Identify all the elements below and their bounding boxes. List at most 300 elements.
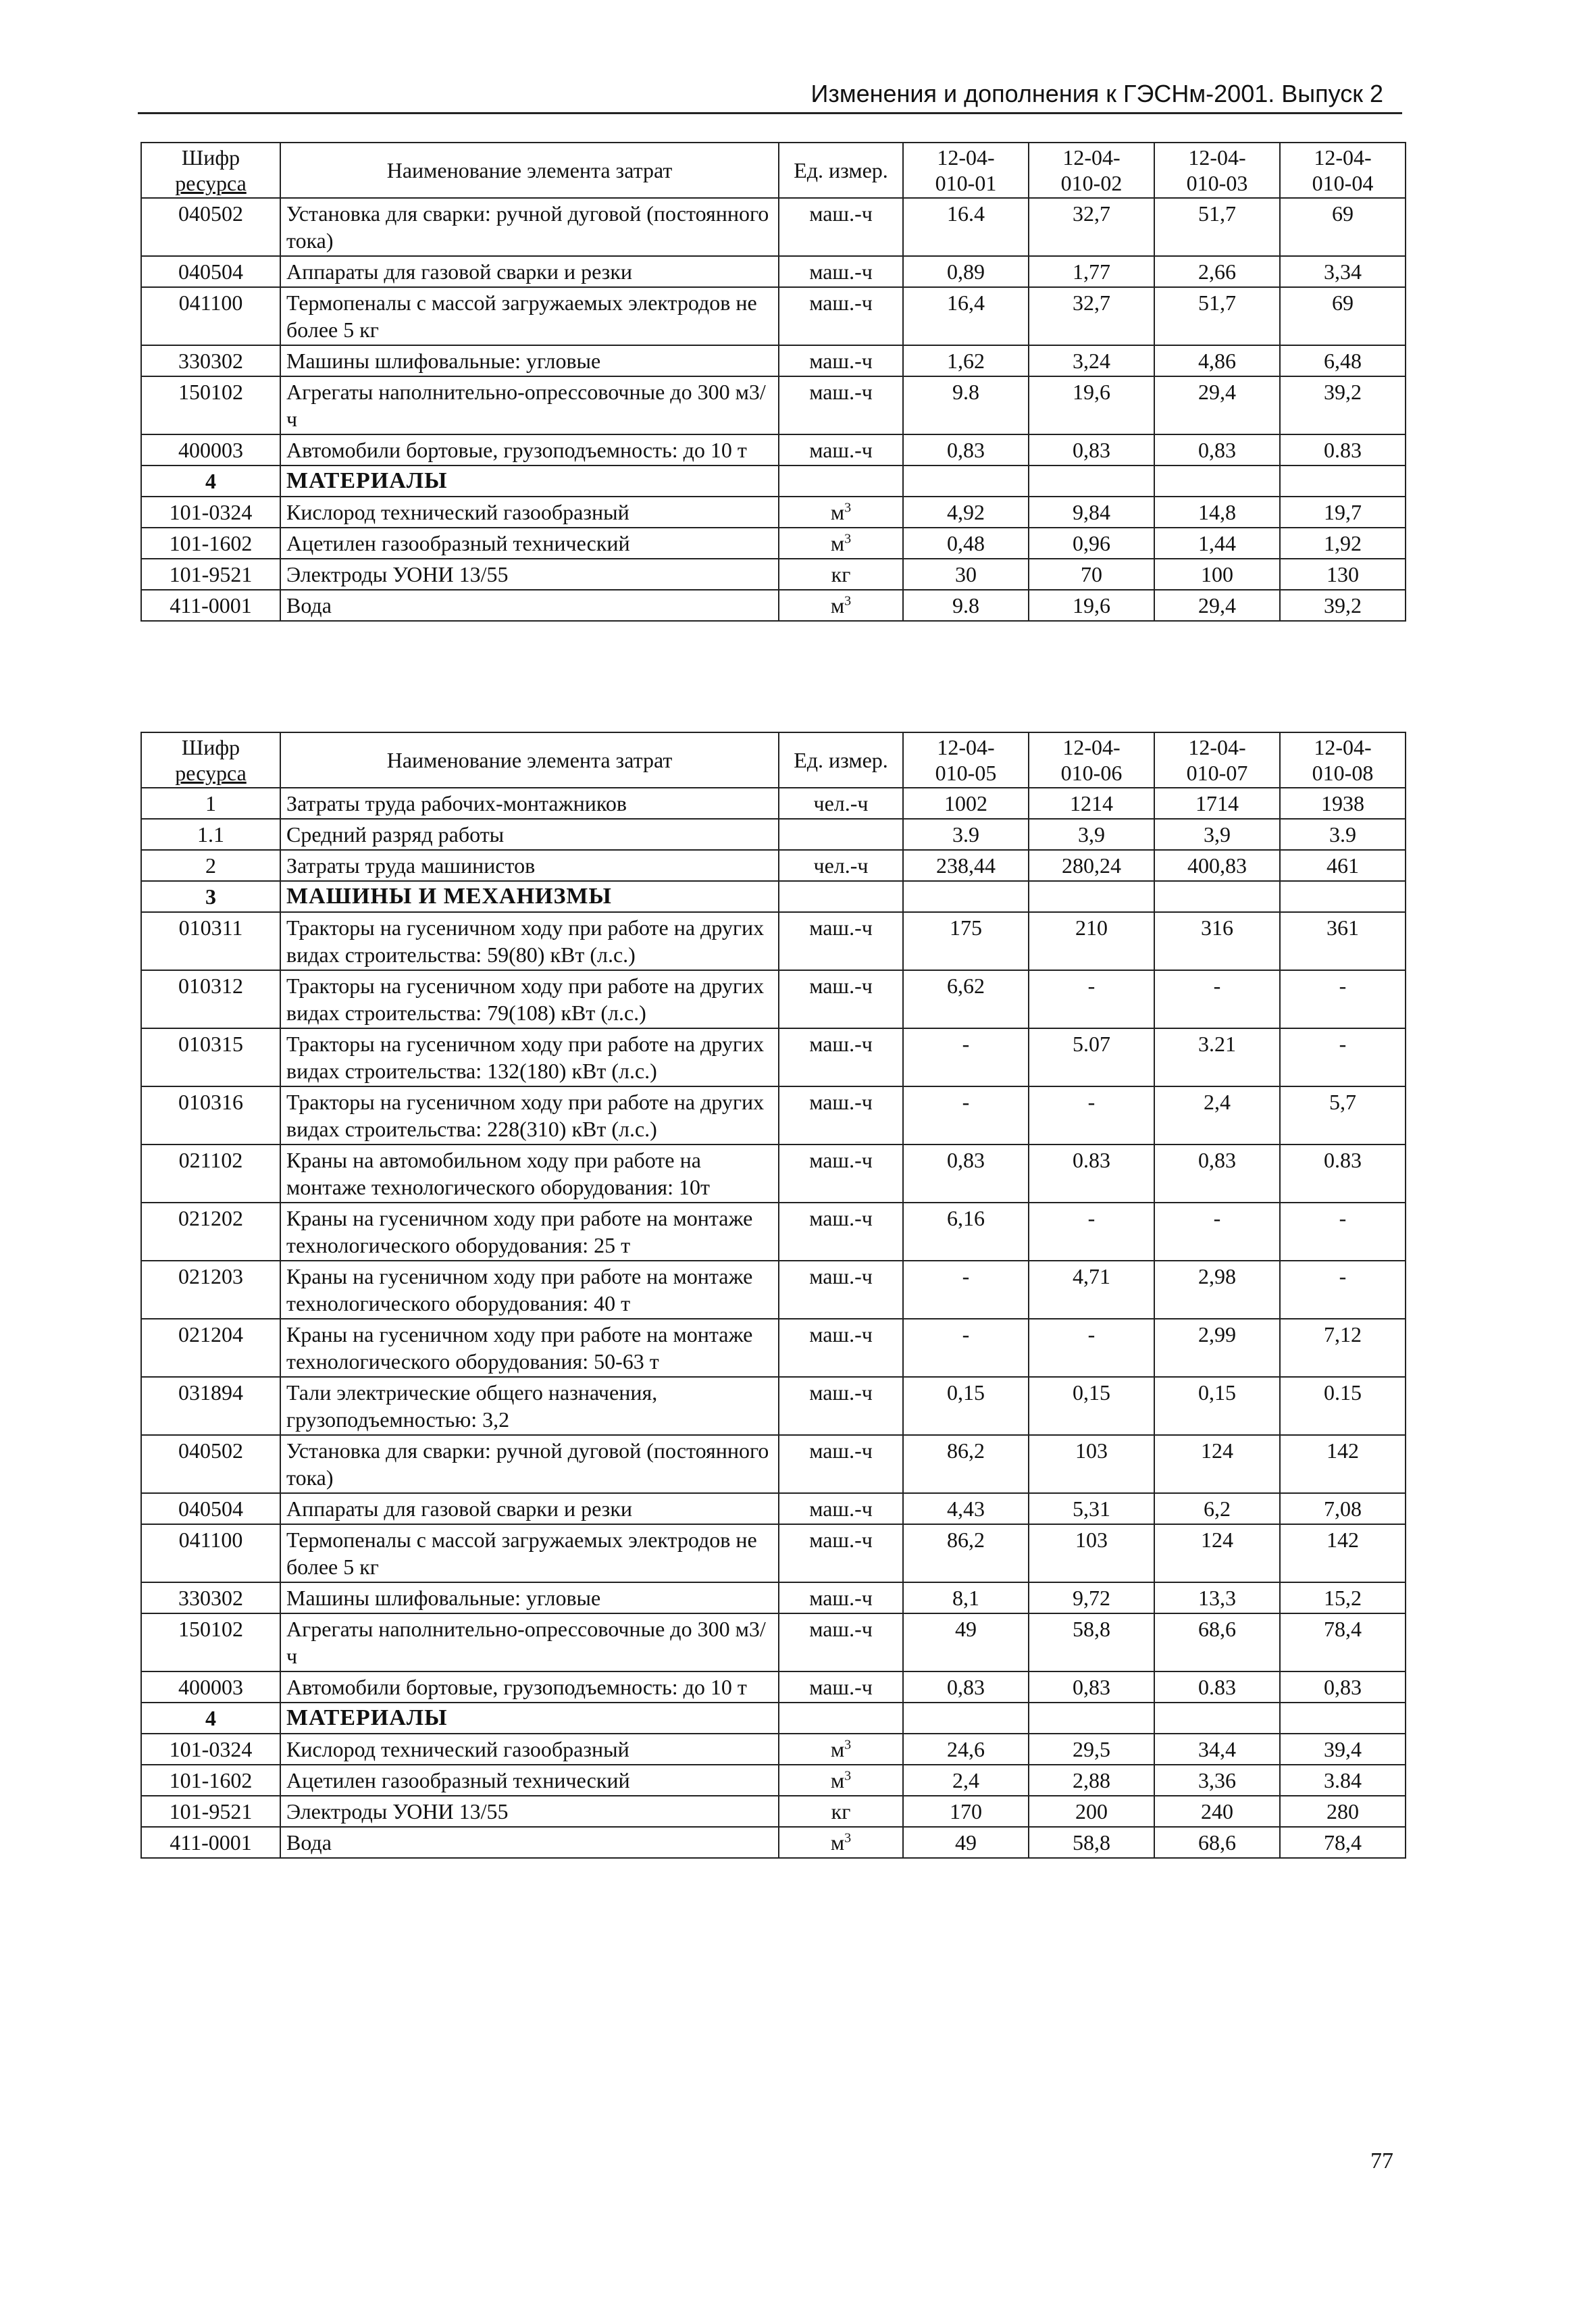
value-cell: 2,99	[1154, 1319, 1280, 1377]
resource-code: 150102	[141, 1613, 280, 1671]
value-cell: 0,83	[903, 434, 1029, 466]
value-cell: 32,7	[1029, 287, 1154, 345]
value-cell: 49	[903, 1613, 1029, 1671]
value-cell: 0.83	[1154, 1671, 1280, 1703]
value-cell: -	[903, 1261, 1029, 1319]
value-cell	[1029, 466, 1154, 497]
cost-element-name: Тракторы на гусеничном ходу при работе на других видах строительства: 79(108) кВт (л.с.)	[280, 970, 779, 1028]
resource-code: 021203	[141, 1261, 280, 1319]
value-cell: 34,4	[1154, 1734, 1280, 1765]
cost-element-name: МАШИНЫ И МЕХАНИЗМЫ	[280, 881, 779, 912]
value-cell: 3,34	[1280, 256, 1406, 287]
unit: м	[830, 500, 845, 524]
unit-cell	[779, 850, 903, 881]
resource-code: 021102	[141, 1145, 280, 1203]
value-cell: 24,6	[903, 1734, 1029, 1765]
page-number: 77	[1370, 2148, 1393, 2173]
value-cell: -	[903, 1319, 1029, 1377]
cost-element-name: Агрегаты наполнительно-опрессовочные до 300 м3/ч	[280, 376, 779, 434]
resource-code: 101-0324	[141, 497, 280, 528]
table-row	[141, 1582, 1406, 1613]
cost-element-name: Краны на гусеничном ходу при работе на монтаже технологического оборудования: 25 т	[280, 1203, 779, 1261]
value-cell: 1,92	[1280, 528, 1406, 559]
cost-element-name: Тракторы на гусеничном ходу при работе на других видах строительства: 59(80) кВт (л.с.)	[280, 912, 779, 970]
value-cell: 29,5	[1029, 1734, 1154, 1765]
resource-code: 010315	[141, 1028, 280, 1086]
unit-exponent: 3	[844, 1830, 852, 1846]
value-cell: 8,1	[903, 1582, 1029, 1613]
value-cell: -	[1029, 1203, 1154, 1261]
resource-code: 101-1602	[141, 1765, 280, 1796]
value-cell: 3,24	[1029, 345, 1154, 376]
table-header-row	[141, 143, 1406, 198]
unit-exponent: 3	[844, 593, 852, 609]
value-cell: 3.9	[903, 819, 1029, 850]
resource-code: 4	[141, 1703, 280, 1734]
value-cell: 4,71	[1029, 1261, 1154, 1319]
table-header-row	[141, 732, 1406, 788]
value-cell: 29,4	[1154, 376, 1280, 434]
unit: кг	[831, 1799, 851, 1823]
unit: маш.-ч	[809, 291, 873, 315]
unit: маш.-ч	[809, 974, 873, 998]
cost-element-name: МАТЕРИАЛЫ	[280, 466, 779, 497]
unit-cell	[779, 1703, 903, 1734]
unit-cell	[779, 1734, 903, 1765]
value-cell: 4,43	[903, 1493, 1029, 1524]
value-cell: 238,44	[903, 850, 1029, 881]
value-cell: 14,8	[1154, 497, 1280, 528]
table-row	[141, 1827, 1406, 1858]
value-cell: 2,98	[1154, 1261, 1280, 1319]
value-cell: 124	[1154, 1435, 1280, 1493]
table-row	[141, 1435, 1406, 1493]
table-row	[141, 912, 1406, 970]
resource-code: 040502	[141, 198, 280, 256]
header-norm-code-line1: 12-04-	[937, 735, 995, 759]
unit-cell	[779, 912, 903, 970]
resource-code: 4	[141, 466, 280, 497]
unit-cell	[779, 1613, 903, 1671]
page-header	[138, 78, 1402, 114]
unit-cell	[779, 1028, 903, 1086]
value-cell: 2,4	[903, 1765, 1029, 1796]
value-cell	[1280, 881, 1406, 912]
value-cell: 316	[1154, 912, 1280, 970]
resource-code: 040502	[141, 1435, 280, 1493]
value-cell: -	[1029, 970, 1154, 1028]
table-row	[141, 590, 1406, 621]
value-cell: 5,31	[1029, 1493, 1154, 1524]
unit: маш.-ч	[809, 1438, 873, 1463]
resource-code: 1	[141, 788, 280, 819]
header-code-line1: Шифр	[181, 145, 240, 170]
resource-table-2	[140, 732, 1406, 1859]
value-cell: 6,16	[903, 1203, 1029, 1261]
value-cell: 461	[1280, 850, 1406, 881]
unit: маш.-ч	[809, 915, 873, 940]
unit-cell	[779, 881, 903, 912]
value-cell: 58,8	[1029, 1613, 1154, 1671]
table-row	[141, 1028, 1406, 1086]
header-norm-code-line2: 010-04	[1312, 171, 1374, 195]
unit-cell	[779, 1765, 903, 1796]
value-cell: -	[903, 1086, 1029, 1145]
cost-element-name: Термопеналы с массой загружаемых электродов не более 5 кг	[280, 287, 779, 345]
unit: кг	[831, 562, 851, 586]
value-cell	[1029, 881, 1154, 912]
value-cell: 7,12	[1280, 1319, 1406, 1377]
value-cell: 170	[903, 1796, 1029, 1827]
unit: м	[830, 1737, 845, 1761]
unit: маш.-ч	[809, 1528, 873, 1552]
header-name: Наименование элемента затрат	[280, 143, 779, 198]
value-cell: 240	[1154, 1796, 1280, 1827]
cost-element-name: Автомобили бортовые, грузоподъемность: до 10 т	[280, 434, 779, 466]
cost-element-name: Затраты труда машинистов	[280, 850, 779, 881]
value-cell: 3.9	[1280, 819, 1406, 850]
resource-code: 031894	[141, 1377, 280, 1435]
table-row	[141, 1086, 1406, 1145]
unit: маш.-ч	[809, 1675, 873, 1699]
table-row	[141, 1765, 1406, 1796]
table-row	[141, 1613, 1406, 1671]
value-cell: -	[903, 1028, 1029, 1086]
unit-cell	[779, 970, 903, 1028]
unit: м	[830, 531, 845, 555]
unit-cell	[779, 1435, 903, 1493]
unit-cell	[779, 788, 903, 819]
value-cell: 15,2	[1280, 1582, 1406, 1613]
resource-code: 330302	[141, 1582, 280, 1613]
header-norm-code	[1154, 732, 1280, 788]
value-cell: 2,88	[1029, 1765, 1154, 1796]
value-cell: 280,24	[1029, 850, 1154, 881]
table-row	[141, 497, 1406, 528]
unit: маш.-ч	[809, 380, 873, 404]
value-cell: 68,6	[1154, 1613, 1280, 1671]
unit: маш.-ч	[809, 1586, 873, 1610]
unit: маш.-ч	[809, 1380, 873, 1405]
resource-code: 041100	[141, 287, 280, 345]
unit: маш.-ч	[809, 438, 873, 462]
value-cell	[1154, 466, 1280, 497]
unit: м	[830, 1768, 845, 1792]
value-cell: 3,9	[1029, 819, 1154, 850]
value-cell: 0,83	[1154, 1145, 1280, 1203]
value-cell: 32,7	[1029, 198, 1154, 256]
value-cell: 2,66	[1154, 256, 1280, 287]
resource-table-1	[140, 142, 1406, 622]
table-row	[141, 1796, 1406, 1827]
resource-code: 041100	[141, 1524, 280, 1582]
value-cell: 3,36	[1154, 1765, 1280, 1796]
unit-cell	[779, 1796, 903, 1827]
cost-element-name: Электроды УОНИ 13/55	[280, 1796, 779, 1827]
value-cell: 78,4	[1280, 1613, 1406, 1671]
value-cell: 124	[1154, 1524, 1280, 1582]
header-norm-code-line1: 12-04-	[1314, 145, 1372, 170]
value-cell: -	[1280, 970, 1406, 1028]
value-cell: 1,77	[1029, 256, 1154, 287]
value-cell: 0.83	[1280, 434, 1406, 466]
resource-code: 411-0001	[141, 590, 280, 621]
cost-element-name: Электроды УОНИ 13/55	[280, 559, 779, 590]
resource-code: 2	[141, 850, 280, 881]
value-cell: -	[1280, 1261, 1406, 1319]
unit-cell	[779, 1827, 903, 1858]
value-cell: 361	[1280, 912, 1406, 970]
value-cell: 103	[1029, 1524, 1154, 1582]
value-cell: 1,44	[1154, 528, 1280, 559]
resource-code: 411-0001	[141, 1827, 280, 1858]
value-cell: 0,15	[903, 1377, 1029, 1435]
resource-code: 101-0324	[141, 1734, 280, 1765]
cost-element-name: Тали электрические общего назначения, грузоподъемностью: 3,2	[280, 1377, 779, 1435]
value-cell: 3.21	[1154, 1028, 1280, 1086]
value-cell	[1280, 466, 1406, 497]
value-cell: 0.15	[1280, 1377, 1406, 1435]
value-cell: 280	[1280, 1796, 1406, 1827]
cost-element-name: Автомобили бортовые, грузоподъемность: до 10 т	[280, 1671, 779, 1703]
header-norm-code	[903, 143, 1029, 198]
header-code-line1: Шифр	[181, 735, 240, 759]
value-cell: 0,83	[903, 1145, 1029, 1203]
unit: маш.-ч	[809, 349, 873, 373]
value-cell: 0.83	[1029, 1145, 1154, 1203]
value-cell: 51,7	[1154, 287, 1280, 345]
unit-cell	[779, 287, 903, 345]
value-cell: 2,4	[1154, 1086, 1280, 1145]
unit-exponent: 3	[844, 531, 852, 547]
table-row	[141, 1319, 1406, 1377]
value-cell: 29,4	[1154, 590, 1280, 621]
resource-code: 330302	[141, 345, 280, 376]
header-title: Изменения и дополнения к ГЭСНм-2001. Выпуск 2	[810, 80, 1383, 107]
value-cell: -	[1154, 1203, 1280, 1261]
table-row	[141, 1203, 1406, 1261]
unit-exponent: 3	[844, 1768, 852, 1784]
cost-element-name: Тракторы на гусеничном ходу при работе на других видах строительства: 228(310) кВт (л.с.)	[280, 1086, 779, 1145]
cost-element-name: Машины шлифовальные: угловые	[280, 1582, 779, 1613]
cost-element-name: Кислород технический газообразный	[280, 1734, 779, 1765]
cost-element-name: Установка для сварки: ручной дуговой (постоянного тока)	[280, 198, 779, 256]
table-row	[141, 1734, 1406, 1765]
value-cell: 39,4	[1280, 1734, 1406, 1765]
value-cell: 100	[1154, 559, 1280, 590]
unit: чел.-ч	[813, 853, 869, 878]
value-cell	[1154, 1703, 1280, 1734]
value-cell: -	[1280, 1203, 1406, 1261]
cost-element-name: Вода	[280, 590, 779, 621]
resource-code: 101-9521	[141, 1796, 280, 1827]
table-row	[141, 198, 1406, 256]
value-cell: 0,96	[1029, 528, 1154, 559]
header-norm-code-line2: 010-03	[1186, 171, 1248, 195]
cost-element-name: Установка для сварки: ручной дуговой (постоянного тока)	[280, 1435, 779, 1493]
header-code	[141, 732, 280, 788]
unit-cell	[779, 1493, 903, 1524]
table-row	[141, 1524, 1406, 1582]
header-norm-code-line2: 010-01	[935, 171, 997, 195]
value-cell: 9,72	[1029, 1582, 1154, 1613]
unit-cell	[779, 256, 903, 287]
value-cell: 16.4	[903, 198, 1029, 256]
cost-element-name: Краны на гусеничном ходу при работе на монтаже технологического оборудования: 40 т	[280, 1261, 779, 1319]
value-cell: 0,15	[1154, 1377, 1280, 1435]
table-row	[141, 1261, 1406, 1319]
value-cell: 0,15	[1029, 1377, 1154, 1435]
table-row	[141, 850, 1406, 881]
section-row	[141, 1703, 1406, 1734]
cost-element-name: Ацетилен газообразный технический	[280, 1765, 779, 1796]
unit-cell	[779, 528, 903, 559]
cost-element-name: Агрегаты наполнительно-опрессовочные до 300 м3/ч	[280, 1613, 779, 1671]
cost-element-name: Машины шлифовальные: угловые	[280, 345, 779, 376]
unit: м	[830, 593, 845, 618]
value-cell: 69	[1280, 198, 1406, 256]
value-cell: 16,4	[903, 287, 1029, 345]
header-norm-code-line1: 12-04-	[1314, 735, 1372, 759]
header-norm-code-line2: 010-08	[1312, 761, 1374, 785]
value-cell	[903, 1703, 1029, 1734]
unit: маш.-ч	[809, 1206, 873, 1230]
unit: маш.-ч	[809, 1322, 873, 1347]
resource-code: 1.1	[141, 819, 280, 850]
header-code-line2: ресурса	[175, 171, 247, 195]
section-row	[141, 466, 1406, 497]
value-cell: -	[1280, 1028, 1406, 1086]
resource-code: 010311	[141, 912, 280, 970]
unit-exponent: 3	[844, 1737, 852, 1753]
resource-code: 021204	[141, 1319, 280, 1377]
header-norm-code	[1280, 732, 1406, 788]
value-cell: 19,7	[1280, 497, 1406, 528]
resource-code: 3	[141, 881, 280, 912]
header-norm-code-line2: 010-02	[1060, 171, 1123, 195]
cost-element-name: Тракторы на гусеничном ходу при работе на других видах строительства: 132(180) кВт (л.с.)	[280, 1028, 779, 1086]
cost-element-name: Вода	[280, 1827, 779, 1858]
value-cell: 0,89	[903, 256, 1029, 287]
header-norm-code-line1: 12-04-	[1188, 145, 1246, 170]
value-cell	[1029, 1703, 1154, 1734]
cost-element-name: Аппараты для газовой сварки и резки	[280, 256, 779, 287]
value-cell: 210	[1029, 912, 1154, 970]
resource-code: 040504	[141, 256, 280, 287]
unit-cell	[779, 1086, 903, 1145]
header-unit: Ед. измер.	[779, 143, 903, 198]
unit-cell	[779, 1582, 903, 1613]
unit: маш.-ч	[809, 1617, 873, 1641]
table-row	[141, 345, 1406, 376]
resource-code: 040504	[141, 1493, 280, 1524]
unit-cell	[779, 1524, 903, 1582]
unit-cell	[779, 198, 903, 256]
value-cell: 39,2	[1280, 590, 1406, 621]
value-cell: 175	[903, 912, 1029, 970]
value-cell: 7,08	[1280, 1493, 1406, 1524]
unit-exponent: 3	[844, 500, 852, 515]
header-norm-code	[1154, 143, 1280, 198]
value-cell: 1938	[1280, 788, 1406, 819]
table-row	[141, 1493, 1406, 1524]
unit-cell	[779, 559, 903, 590]
value-cell: 4,92	[903, 497, 1029, 528]
header-norm-code	[903, 732, 1029, 788]
value-cell: 86,2	[903, 1524, 1029, 1582]
table-row	[141, 559, 1406, 590]
value-cell: 103	[1029, 1435, 1154, 1493]
unit-cell	[779, 1319, 903, 1377]
header-code-line2: ресурса	[175, 761, 247, 785]
value-cell: 68,6	[1154, 1827, 1280, 1858]
table-row	[141, 1377, 1406, 1435]
table-row	[141, 970, 1406, 1028]
value-cell: 9.8	[903, 376, 1029, 434]
value-cell: -	[1154, 970, 1280, 1028]
cost-element-name: Средний разряд работы	[280, 819, 779, 850]
value-cell: 1214	[1029, 788, 1154, 819]
value-cell: 5,7	[1280, 1086, 1406, 1145]
resource-code: 010316	[141, 1086, 280, 1145]
cost-element-name: Кислород технический газообразный	[280, 497, 779, 528]
table-row	[141, 1145, 1406, 1203]
value-cell: 200	[1029, 1796, 1154, 1827]
header-norm-code	[1029, 732, 1154, 788]
value-cell: 39,2	[1280, 376, 1406, 434]
unit: м	[830, 1830, 845, 1855]
value-cell: 3.84	[1280, 1765, 1406, 1796]
unit-cell	[779, 1671, 903, 1703]
unit-cell	[779, 376, 903, 434]
header-norm-code-line1: 12-04-	[937, 145, 995, 170]
unit: маш.-ч	[809, 1496, 873, 1521]
value-cell	[903, 881, 1029, 912]
header-norm-code-line1: 12-04-	[1062, 145, 1121, 170]
resource-code: 021202	[141, 1203, 280, 1261]
table-row	[141, 256, 1406, 287]
resource-code: 010312	[141, 970, 280, 1028]
value-cell	[1280, 1703, 1406, 1734]
value-cell: 6,62	[903, 970, 1029, 1028]
unit: маш.-ч	[809, 1032, 873, 1056]
value-cell: 3,9	[1154, 819, 1280, 850]
table-row	[141, 528, 1406, 559]
value-cell: 1714	[1154, 788, 1280, 819]
value-cell: 19,6	[1029, 590, 1154, 621]
unit: маш.-ч	[809, 201, 873, 226]
value-cell: 5.07	[1029, 1028, 1154, 1086]
unit-cell	[779, 497, 903, 528]
value-cell: 0,83	[1280, 1671, 1406, 1703]
value-cell: 142	[1280, 1435, 1406, 1493]
cost-element-name: Краны на гусеничном ходу при работе на монтаже технологического оборудования: 50-63 т	[280, 1319, 779, 1377]
value-cell: 0,83	[1154, 434, 1280, 466]
value-cell	[903, 466, 1029, 497]
resource-code: 400003	[141, 434, 280, 466]
value-cell: 142	[1280, 1524, 1406, 1582]
unit-cell	[779, 819, 903, 850]
value-cell: 0,83	[1029, 1671, 1154, 1703]
value-cell: -	[1029, 1319, 1154, 1377]
cost-element-name: МАТЕРИАЛЫ	[280, 1703, 779, 1734]
resource-code: 150102	[141, 376, 280, 434]
cost-element-name: Краны на автомобильном ходу при работе на монтаже технологического оборудования: 10т	[280, 1145, 779, 1203]
unit: маш.-ч	[809, 1148, 873, 1172]
table-row	[141, 376, 1406, 434]
cost-element-name: Термопеналы с массой загружаемых электродов не более 5 кг	[280, 1524, 779, 1582]
header-name: Наименование элемента затрат	[280, 732, 779, 788]
